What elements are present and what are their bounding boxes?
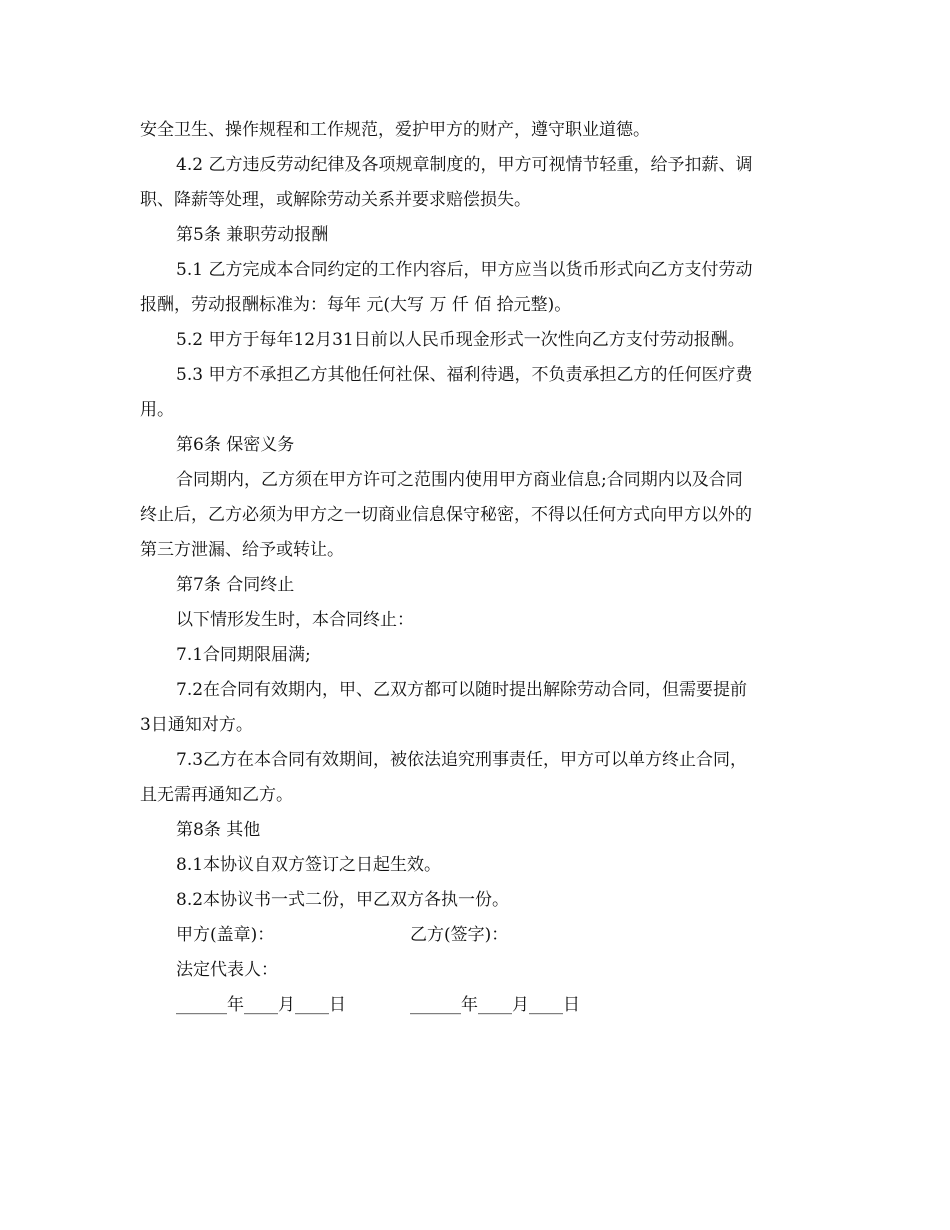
section-heading-7: 第7条 合同终止 [176,575,295,595]
text-line-20: 且无需再通知乙方。 [140,785,293,805]
text-line-6: 报酬，劳动报酬标准为：每年 元(大写 万 仟 佰 拾元整)。 [140,295,572,315]
party-a-label: 甲方(盖章)： [176,925,275,945]
text-line-7: 5.2 甲方于每年12月31日前以人民币现金形式一次性向乙方支付劳动报酬。 [176,330,745,350]
text-line-23: 8.2本协议书一式二份，甲乙双方各执一份。 [176,890,510,910]
date-party-b: ______年____月____日 [410,995,580,1015]
section-heading-5: 第5条 兼职劳动报酬 [176,225,329,245]
text-line-13: 第三方泄漏、给予或转让。 [140,540,344,560]
text-line-11: 合同期内，乙方须在甲方许可之范围内使用甲方商业信息;合同期内以及合同 [176,470,743,490]
text-line-9: 用。 [140,400,174,420]
text-line-18: 3日通知对方。 [140,715,253,735]
text-line-2: 4.2 乙方违反劳动纪律及各项规章制度的，甲方可视情节轻重，给予扣薪、调 [176,155,753,175]
legal-rep-label: 法定代表人： [176,960,278,980]
section-heading-8: 第8条 其他 [176,820,261,840]
text-line-12: 终止后，乙方必须为甲方之一切商业信息保守秘密，不得以任何方式向甲方以外的 [140,505,752,525]
party-b-label: 乙方(签字)： [410,925,509,945]
text-line-19: 7.3乙方在本合同有效期间，被依法追究刑事责任，甲方可以单方终止合同， [176,750,748,770]
date-party-a: ______年____月____日 [176,995,346,1015]
text-line-5: 5.1 乙方完成本合同约定的工作内容后，甲方应当以货币形式向乙方支付劳动 [176,260,753,280]
text-line-16: 7.1合同期限届满; [176,645,311,665]
text-line-22: 8.1本协议自双方签订之日起生效。 [176,855,442,875]
text-line-1: 安全卫生、操作规程和工作规范，爱护甲方的财产，遵守职业道德。 [140,120,650,140]
text-line-15: 以下情形发生时，本合同终止： [176,610,414,630]
text-line-17: 7.2在合同有效期内，甲、乙双方都可以随时提出解除劳动合同，但需要提前 [176,680,748,700]
text-line-3: 职、降薪等处理，或解除劳动关系并要求赔偿损失。 [140,190,531,210]
text-line-8: 5.3 甲方不承担乙方其他任何社保、福利待遇，不负责承担乙方的任何医疗费 [176,365,753,385]
section-heading-6: 第6条 保密义务 [176,435,295,455]
